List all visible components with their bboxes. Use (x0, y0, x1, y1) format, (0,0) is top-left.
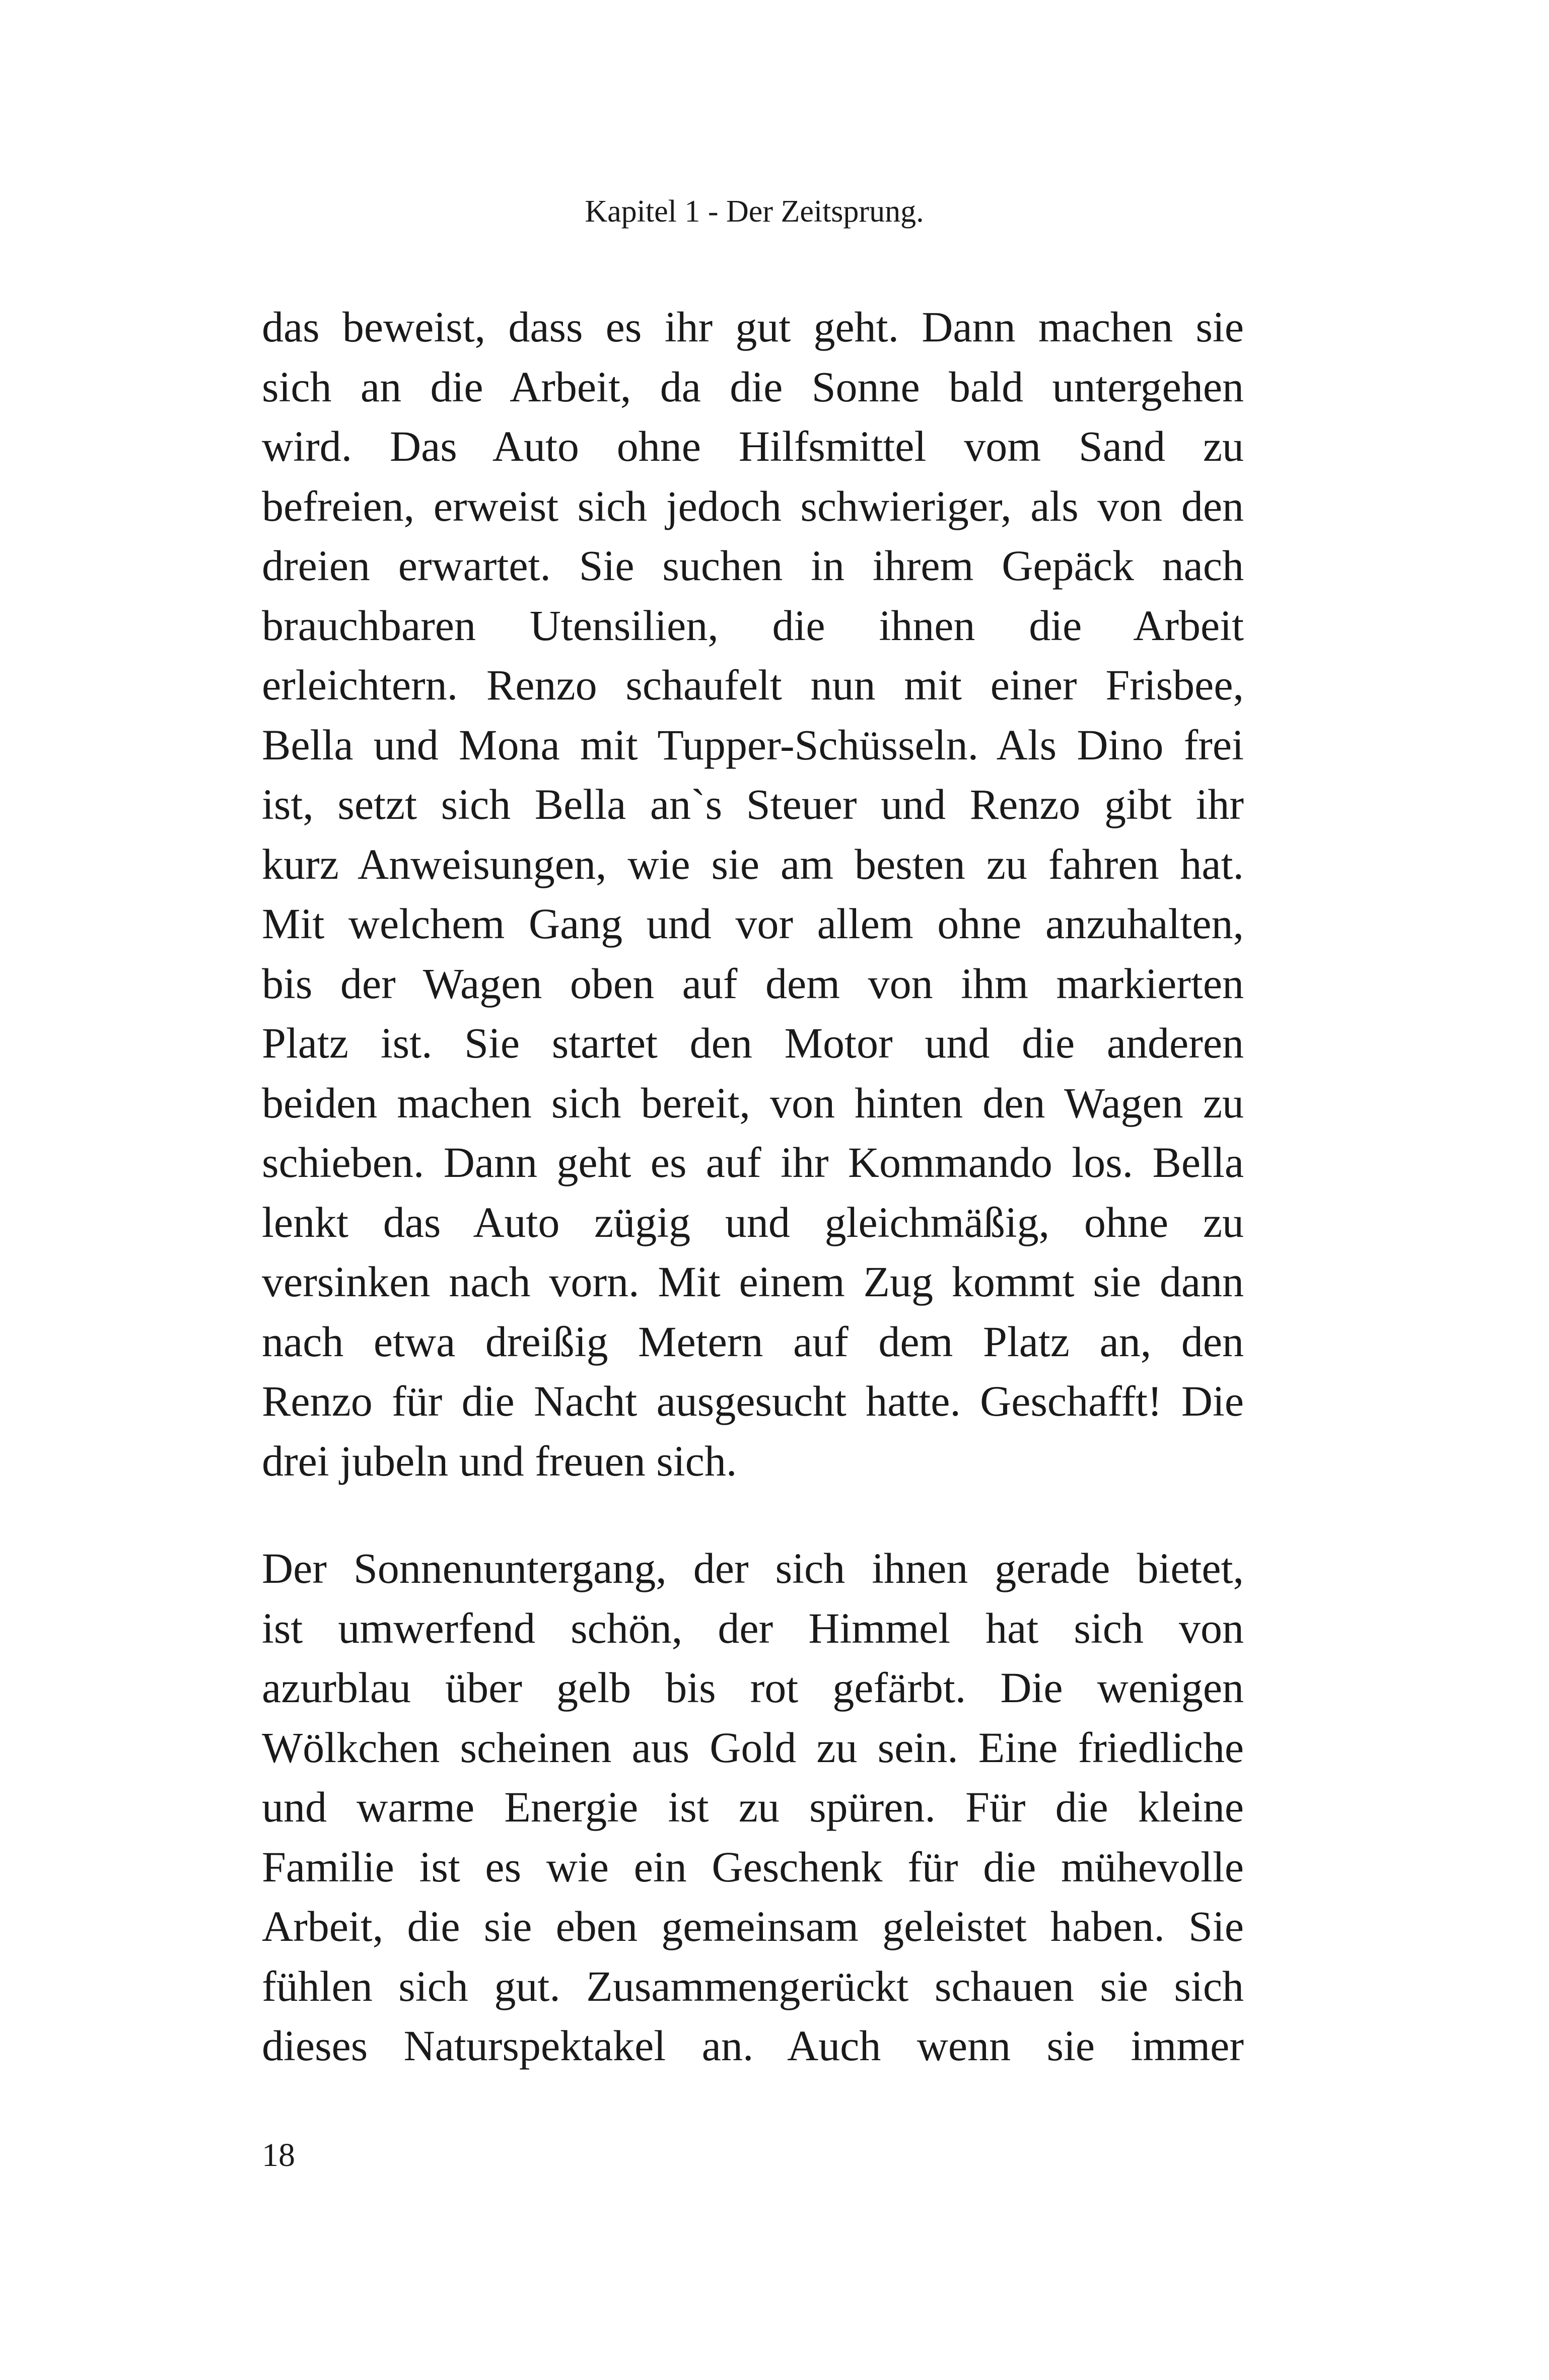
text-line: dieses Naturspektakel an. Auch wenn sie immer (262, 2021, 1244, 2070)
text-line: Familie ist es wie ein Geschenk für die mühevolle (262, 1842, 1244, 1891)
text-line: Bella und Mona mit Tupper-Schüsseln. Als Dino frei (262, 720, 1244, 769)
text-line: kurz Anweisungen, wie sie am besten zu fahren hat. (262, 839, 1244, 888)
text-line: bis der Wagen oben auf dem von ihm markierten (262, 959, 1244, 1008)
text-line: wird. Das Auto ohne Hilfsmittel vom Sand zu (262, 422, 1244, 470)
text-line: sich an die Arbeit, da die Sonne bald untergehen (262, 362, 1244, 411)
text-line: erleichtern. Renzo schaufelt nun mit einer Frisbee, (262, 661, 1244, 709)
text-line: fühlen sich gut. Zusammengerückt schauen sie sich (262, 1962, 1244, 2010)
text-line: das beweist, dass es ihr gut geht. Dann machen sie (262, 303, 1244, 351)
text-line: versinken nach vorn. Mit einem Zug kommt sie dann (262, 1257, 1244, 1306)
text-line: drei jubeln und freuen sich. (262, 1436, 737, 1485)
text-line: beiden machen sich bereit, von hinten den Wagen zu (262, 1078, 1244, 1127)
running-header: Kapitel 1 - Der Zeitsprung. (585, 194, 924, 229)
text-line: und warme Energie ist zu spüren. Für die kleine (262, 1783, 1244, 1831)
text-line: ist umwerfend schön, der Himmel hat sich von (262, 1603, 1244, 1652)
text-line: ist, setzt sich Bella an`s Steuer und Renzo gibt ihr (262, 780, 1244, 828)
text-line: Mit welchem Gang und vor allem ohne anzuhalten, (262, 899, 1244, 948)
text-line: dreien erwartet. Sie suchen in ihrem Gepäck nach (262, 541, 1244, 590)
text-line: Renzo für die Nacht ausgesucht hatte. Geschafft! Die (262, 1377, 1244, 1425)
text-line: Der Sonnenuntergang, der sich ihnen gerade bietet, (262, 1544, 1244, 1592)
text-line: Platz ist. Sie startet den Motor und die anderen (262, 1019, 1244, 1067)
paragraph (262, 1538, 1244, 2076)
text-line: Arbeit, die sie eben gemeinsam geleistet haben. Sie (262, 1902, 1244, 1950)
text-line: nach etwa dreißig Metern auf dem Platz an, den (262, 1317, 1244, 1366)
text-line: befreien, erweist sich jedoch schwieriger, als von den (262, 481, 1244, 530)
paragraph (262, 297, 1244, 1491)
text-line: lenkt das Auto zügig und gleichmäßig, ohne zu (262, 1198, 1244, 1246)
page-number: 18 (262, 2137, 295, 2174)
text-line: azurblau über gelb bis rot gefärbt. Die wenigen (262, 1663, 1244, 1712)
paragraph-gap (262, 1491, 1244, 1538)
text-line: Wölkchen scheinen aus Gold zu sein. Eine friedliche (262, 1723, 1244, 1772)
body-text (262, 297, 1244, 2076)
text-line: schieben. Dann geht es auf ihr Kommando los. Bella (262, 1138, 1244, 1186)
text-line: brauchbaren Utensilien, die ihnen die Arbeit (262, 601, 1244, 650)
